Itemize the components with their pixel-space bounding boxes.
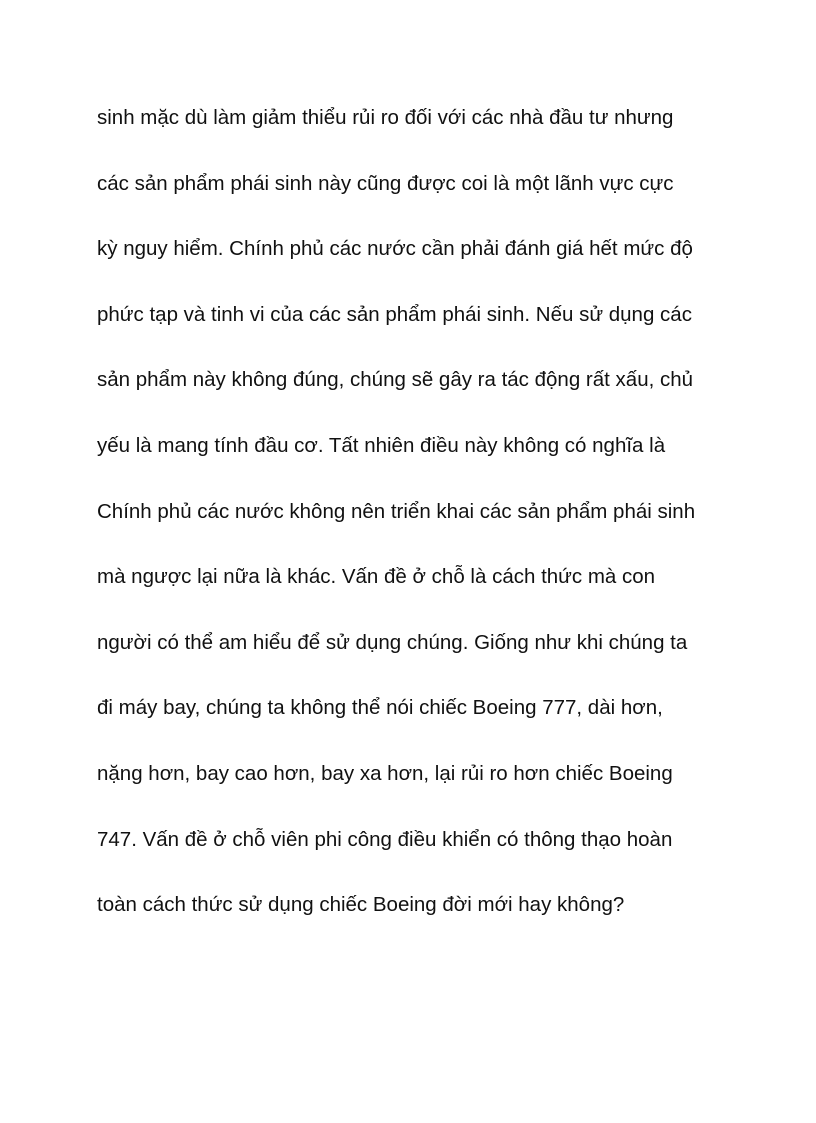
paragraph-line: mà ngược lại nữa là khác. Vấn đề ở chỗ là cách thức mà con (97, 565, 656, 589)
paragraph-line: người có thể am hiểu để sử dụng chúng. Giống như khi chúng ta (97, 630, 688, 654)
paragraph-line: toàn cách thức sử dụng chiếc Boeing đời mới hay không? (97, 893, 625, 917)
body-paragraph (97, 98, 737, 951)
paragraph-line: kỳ nguy hiểm. Chính phủ các nước cần phải đánh giá hết mức độ (97, 237, 693, 261)
paragraph-line: phức tạp và tinh vi của các sản phẩm phái sinh. Nếu sử dụng các (97, 302, 692, 326)
paragraph-line: nặng hơn, bay cao hơn, bay xa hơn, lại rủi ro hơn chiếc Boeing (97, 761, 673, 785)
paragraph-line: 747. Vấn đề ở chỗ viên phi công điều khiển có thông thạo hoàn (97, 827, 673, 851)
paragraph-line: đi máy bay, chúng ta không thể nói chiếc Boeing 777, dài hơn, (97, 696, 663, 720)
paragraph-line: sản phẩm này không đúng, chúng sẽ gây ra tác động rất xấu, chủ (97, 368, 694, 392)
paragraph-line: sinh mặc dù làm giảm thiểu rủi ro đối với các nhà đầu tư nhưng (97, 106, 674, 129)
paragraph-line: Chính phủ các nước không nên triển khai các sản phẩm phái sinh (97, 499, 696, 523)
paragraph-line: các sản phẩm phái sinh này cũng được coi là một lãnh vực cực (97, 171, 674, 195)
paragraph-line: yếu là mang tính đầu cơ. Tất nhiên điều này không có nghĩa là (97, 433, 666, 457)
